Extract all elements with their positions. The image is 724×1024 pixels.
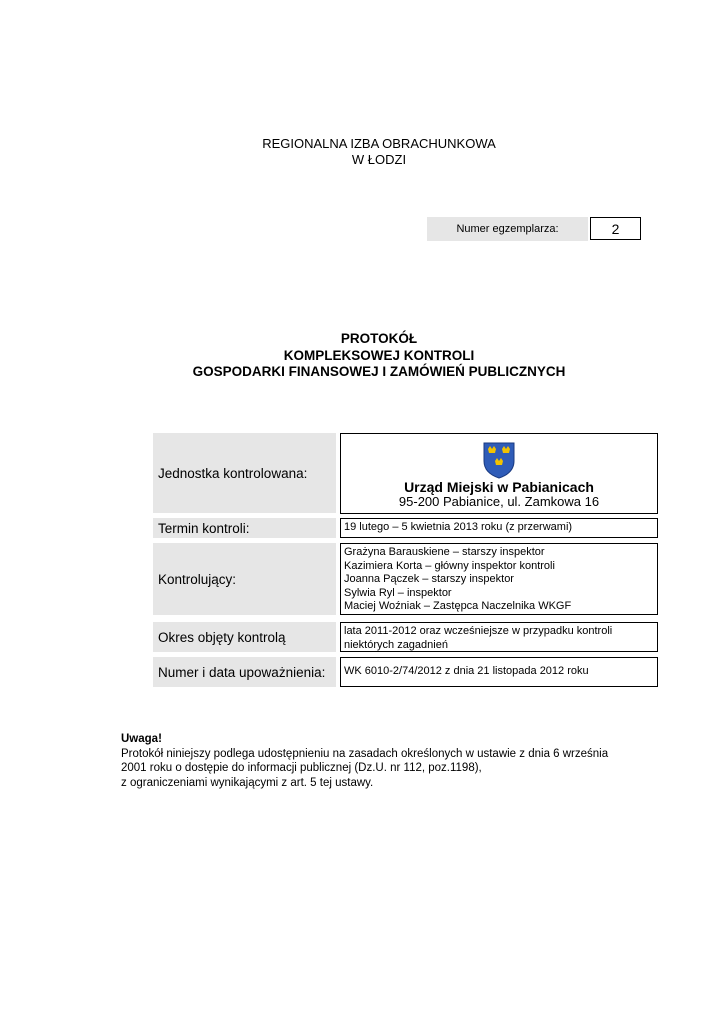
unit-name: Urząd Miejski w Pabianicach: [404, 479, 594, 495]
authorization-value: WK 6010-2/74/2012 z dnia 21 listopada 2012 roku: [340, 657, 658, 687]
copy-number-value: 2: [590, 217, 641, 240]
term-value: 19 lutego – 5 kwietnia 2013 roku (z przerwami): [340, 518, 658, 538]
controller-item: Kazimiera Korta – główny inspektor kontroli: [344, 559, 555, 572]
copy-number-label: Numer egzemplarza:: [427, 217, 588, 241]
note-line-3: z ograniczeniami wynikającymi z art. 5 tej ustawy.: [121, 776, 374, 789]
controller-item: Sylwia Ryl – inspektor: [344, 586, 452, 599]
institution-header: [0, 136, 724, 168]
title-line-2: KOMPLEKSOWEJ KONTROLI: [283, 347, 475, 363]
unit-value: [340, 433, 658, 514]
controllers-label: Kontrolujący:: [153, 543, 336, 615]
period-label: Okres objęty kontrolą: [153, 622, 336, 652]
controller-item: Joanna Pączek – starszy inspektor: [344, 573, 514, 585]
controller-item: Maciej Woźniak – Zastępca Naczelnika WKGF: [344, 600, 572, 612]
coat-of-arms-icon: [482, 441, 516, 479]
controllers-list: [340, 543, 658, 615]
note-heading: Uwaga!: [121, 733, 162, 745]
institution-city: W ŁODZI: [351, 152, 407, 167]
title-line-3: GOSPODARKI FINANSOWEJ I ZAMÓWIEŃ PUBLICZNYCH: [192, 364, 566, 379]
term-label: Termin kontroli:: [153, 518, 336, 538]
document-title: [0, 331, 724, 381]
unit-address: 95-200 Pabianice, ul. Zamkowa 16: [398, 493, 600, 509]
note-section: [121, 732, 681, 790]
title-line-1: PROTOKÓŁ: [340, 331, 418, 346]
institution-name: REGIONALNA IZBA OBRACHUNKOWA: [262, 136, 496, 151]
controller-item: Grażyna Barauskiene – starszy inspektor: [344, 546, 545, 558]
authorization-label: Numer i data upoważnienia:: [153, 657, 336, 687]
unit-label: Jednostka kontrolowana:: [153, 433, 336, 513]
period-value: lata 2011-2012 oraz wcześniejsze w przypadku kontroli niektórych zagadnień: [340, 622, 658, 652]
note-line-2: 2001 roku o dostępie do informacji publicznej (Dz.U. nr 112, poz.1198),: [121, 762, 482, 774]
note-line-1: Protokół niniejszy podlega udostępnieniu na zasadach określonych w ustawie z dnia 6 września: [121, 747, 609, 760]
